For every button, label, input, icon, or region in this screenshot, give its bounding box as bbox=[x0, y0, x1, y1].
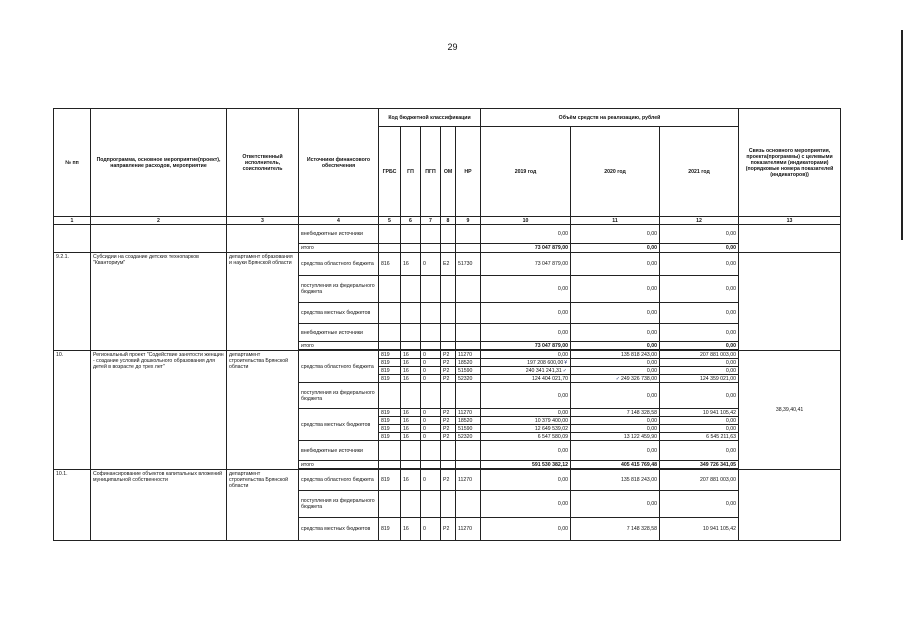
row-executor: департамент строительства Брянской области bbox=[227, 470, 299, 541]
code-gp: 16 bbox=[401, 518, 421, 541]
header-om: ОМ bbox=[441, 127, 456, 217]
col-number: 1 bbox=[54, 217, 91, 225]
value-2021: 124 359 021,00 bbox=[660, 375, 739, 383]
value-2020: 7 148 328,58 bbox=[571, 409, 660, 417]
total-2019: 591 530 382,12 bbox=[481, 461, 571, 469]
value-2019: 0,00 bbox=[481, 225, 571, 244]
code-grbs: 819 bbox=[379, 470, 401, 491]
source-label: итого bbox=[299, 342, 379, 350]
code-grbs: 819 bbox=[379, 351, 401, 359]
source-label: поступления из федерального бюджета bbox=[299, 491, 379, 518]
source-label: средства областного бюджета bbox=[299, 253, 379, 276]
total-2019: 73 047 879,00 bbox=[481, 342, 571, 350]
code-pgp: 0 bbox=[421, 375, 441, 383]
header-kbk-group: Код бюджетной классификации bbox=[379, 109, 481, 127]
value-2020: 0,00 bbox=[571, 417, 660, 425]
header-volume-group: Объём средств на реализацию, рублей bbox=[481, 109, 739, 127]
col-number: 8 bbox=[441, 217, 456, 225]
value-2021: 207 881 003,00 bbox=[660, 470, 739, 491]
value-2021: 0,00 bbox=[660, 276, 739, 303]
header-2020: 2020 год bbox=[571, 127, 660, 217]
cell-empty bbox=[739, 470, 841, 541]
value-2021: 0,00 bbox=[660, 491, 739, 518]
code-pgp: 0 bbox=[421, 409, 441, 417]
code-nr: 11270 bbox=[456, 470, 481, 491]
code-om: P2 bbox=[441, 351, 456, 359]
page-number: 29 bbox=[447, 42, 458, 52]
col-number: 2 bbox=[91, 217, 227, 225]
value-2019: 0,00 bbox=[481, 491, 571, 518]
code-gp: 16 bbox=[401, 359, 421, 367]
cell-empty bbox=[91, 225, 227, 253]
code-pgp: 0 bbox=[421, 433, 441, 441]
header-source: Источники финансового обеспечения bbox=[299, 109, 379, 217]
value-2020: ✓249 326 738,00 bbox=[571, 375, 660, 383]
value-2021: 10 941 105,42 bbox=[660, 409, 739, 417]
source-label: итого bbox=[299, 244, 379, 253]
source-label: средства областного бюджета bbox=[299, 470, 379, 491]
code-nr: 52320 bbox=[456, 433, 481, 441]
value-2021: 0,00 bbox=[660, 324, 739, 342]
value-2019: 0,00 bbox=[481, 383, 571, 409]
code-gp: 16 bbox=[401, 425, 421, 433]
code-om: P2 bbox=[441, 367, 456, 375]
total-2020: 405 415 769,48 bbox=[571, 461, 660, 469]
source-label: поступления из федерального бюджета bbox=[299, 383, 379, 409]
value-2020: 0,00 bbox=[571, 425, 660, 433]
row-name: Софинансирование объектов капитальных вложений муниципальной собственности bbox=[91, 470, 227, 541]
code-nr: 52320 bbox=[456, 375, 481, 383]
code-grbs: 819 bbox=[379, 375, 401, 383]
col-number: 6 bbox=[401, 217, 421, 225]
table-row bbox=[54, 225, 841, 244]
code-pgp: 0 bbox=[421, 417, 441, 425]
code-om: P2 bbox=[441, 409, 456, 417]
code-grbs: 819 bbox=[379, 425, 401, 433]
value-2021: 0,00 bbox=[660, 253, 739, 276]
source-label: поступления из федерального бюджета bbox=[299, 276, 379, 303]
code-om: P2 bbox=[441, 417, 456, 425]
row-executor: департамент строительства Брянской области bbox=[227, 351, 299, 470]
source-label: средства местных бюджетов bbox=[299, 409, 379, 441]
code-nr: 51590 bbox=[456, 425, 481, 433]
value-2019: 0,00 bbox=[481, 276, 571, 303]
col-number: 4 bbox=[299, 217, 379, 225]
value-2020: 0,00 bbox=[571, 324, 660, 342]
cell-empty bbox=[739, 225, 841, 253]
header-2019: 2019 год bbox=[481, 127, 571, 217]
code-om: E2 bbox=[441, 253, 456, 276]
total-2020: 0,00 bbox=[571, 342, 660, 350]
source-label: итого bbox=[299, 461, 379, 469]
value-2020: 0,00 bbox=[571, 303, 660, 324]
row-executor: департамент образования и науки Брянской области bbox=[227, 253, 299, 351]
value-2020: 13 122 459,90 bbox=[571, 433, 660, 441]
code-gp: 16 bbox=[401, 351, 421, 359]
source-label: средства областного бюджета bbox=[299, 351, 379, 383]
total-2019: 73 047 879,00 bbox=[481, 244, 571, 253]
code-pgp: 0 bbox=[421, 351, 441, 359]
column-number-row bbox=[54, 217, 841, 225]
code-grbs: 819 bbox=[379, 417, 401, 425]
code-grbs: 819 bbox=[379, 409, 401, 417]
value-2021: 0,00 bbox=[660, 359, 739, 367]
code-pgp: 0 bbox=[421, 359, 441, 367]
source-label: внебюджетные источники bbox=[299, 441, 379, 461]
value-2021: 0,00 bbox=[660, 417, 739, 425]
value-2020: 7 148 328,58 bbox=[571, 518, 660, 541]
code-pgp: 0 bbox=[421, 253, 441, 276]
value-2019: 0,00 bbox=[481, 409, 571, 417]
code-nr: 18520 bbox=[456, 359, 481, 367]
cell-empty bbox=[54, 225, 91, 253]
header-grbs: ГРБС bbox=[379, 127, 401, 217]
header-executor: Ответственный исполнитель, соисполнитель bbox=[227, 109, 299, 217]
code-grbs: 819 bbox=[379, 367, 401, 375]
value-2019: 0,00 bbox=[481, 324, 571, 342]
value-2019: 240 341 241,31✓ bbox=[481, 367, 571, 375]
code-nr: 51730 bbox=[456, 253, 481, 276]
source-label: внебюджетные источники bbox=[299, 324, 379, 342]
code-gp: 16 bbox=[401, 470, 421, 491]
header-link: Связь основного мероприятия, проекта(программы) с целевыми показателями (индикаторами) (порядковые номера показателей (индикаторов)) bbox=[739, 109, 841, 217]
value-2020: 0,00 bbox=[571, 359, 660, 367]
header-nr: НР bbox=[456, 127, 481, 217]
value-2020: 0,00 bbox=[571, 441, 660, 461]
col-number: 10 bbox=[481, 217, 571, 225]
code-nr: 51590 bbox=[456, 367, 481, 375]
value-2021: 207 881 003,00 bbox=[660, 351, 739, 359]
margin-rule bbox=[901, 30, 903, 240]
total-2021: 0,00 bbox=[660, 244, 739, 253]
code-pgp: 0 bbox=[421, 367, 441, 375]
code-gp: 16 bbox=[401, 409, 421, 417]
col-number: 13 bbox=[739, 217, 841, 225]
code-pgp: 0 bbox=[421, 425, 441, 433]
value-2019: 0,00 bbox=[481, 518, 571, 541]
value-2020: 0,00 bbox=[571, 491, 660, 518]
header-pgp: ПГП bbox=[421, 127, 441, 217]
check-mark-icon: ✓ bbox=[562, 367, 567, 374]
value-2019: 0,00 bbox=[481, 351, 571, 359]
col-number: 9 bbox=[456, 217, 481, 225]
check-mark-icon: ¥ bbox=[564, 359, 567, 366]
col-number: 11 bbox=[571, 217, 660, 225]
value-2019: 10 379 400,00 bbox=[481, 417, 571, 425]
header-num: № пп bbox=[54, 109, 91, 217]
code-nr: 11270 bbox=[456, 518, 481, 541]
code-gp: 16 bbox=[401, 253, 421, 276]
check-mark-icon: ✓ bbox=[615, 375, 620, 382]
value-2019: 6 547 580,09 bbox=[481, 433, 571, 441]
code-grbs: 819 bbox=[379, 359, 401, 367]
code-pgp: 0 bbox=[421, 470, 441, 491]
value-2019: 12 649 539,02 bbox=[481, 425, 571, 433]
code-om: P2 bbox=[441, 359, 456, 367]
row-number: 10. bbox=[54, 351, 91, 470]
header-row-1 bbox=[54, 109, 841, 127]
value-2021: 0,00 bbox=[660, 383, 739, 409]
code-pgp: 0 bbox=[421, 518, 441, 541]
value-2020: 0,00 bbox=[571, 253, 660, 276]
row-name: Региональный проект "Содействие занятости женщин - создание условий дошкольного образования для детей в возрасте до трех лет" bbox=[91, 351, 227, 470]
code-om: P2 bbox=[441, 470, 456, 491]
value-2020: 135 818 243,00 bbox=[571, 351, 660, 359]
value-2020: 0,00 bbox=[571, 383, 660, 409]
value-2019: 73 047 879,00 bbox=[481, 253, 571, 276]
value-2021: 0,00 bbox=[660, 367, 739, 375]
row-number: 9.2.1. bbox=[54, 253, 91, 351]
code-grbs: 816 bbox=[379, 253, 401, 276]
header-program: Подпрограмма, основное мероприятие(проект), направление расходов, мероприятие bbox=[91, 109, 227, 217]
col-number: 7 bbox=[421, 217, 441, 225]
row-number: 10.1. bbox=[54, 470, 91, 541]
col-number: 3 bbox=[227, 217, 299, 225]
table-row bbox=[54, 253, 841, 276]
header-2021: 2021 год bbox=[660, 127, 739, 217]
value-2019: 0,00 bbox=[481, 441, 571, 461]
value-2021: 6 545 211,63 bbox=[660, 433, 739, 441]
value-2020: 0,00 bbox=[571, 367, 660, 375]
value-2021: 0,00 bbox=[660, 425, 739, 433]
code-gp: 16 bbox=[401, 433, 421, 441]
cell-empty bbox=[227, 225, 299, 253]
value-2021: 10 941 105,42 bbox=[660, 518, 739, 541]
total-2020: 0,00 bbox=[571, 244, 660, 253]
code-om: P2 bbox=[441, 433, 456, 441]
indicator-link: 38,39,40,41 bbox=[739, 351, 841, 470]
source-label: средства местных бюджетов bbox=[299, 518, 379, 541]
code-om: P2 bbox=[441, 375, 456, 383]
value-2020: 135 818 243,00 bbox=[571, 470, 660, 491]
value-2021: 0,00 bbox=[660, 303, 739, 324]
value-2019: 124 404 021,70 bbox=[481, 375, 571, 383]
value-2019: 0,00 bbox=[481, 303, 571, 324]
col-number: 12 bbox=[660, 217, 739, 225]
code-nr: 11270 bbox=[456, 409, 481, 417]
code-gp: 16 bbox=[401, 375, 421, 383]
total-2021: 349 726 341,05 bbox=[660, 461, 739, 469]
value-2019: 0,00 bbox=[481, 470, 571, 491]
budget-table bbox=[53, 108, 841, 541]
code-nr: 11270 bbox=[456, 351, 481, 359]
col-number: 5 bbox=[379, 217, 401, 225]
value-2020: 0,00 bbox=[571, 276, 660, 303]
code-om: P2 bbox=[441, 518, 456, 541]
code-gp: 16 bbox=[401, 367, 421, 375]
table-row bbox=[54, 470, 841, 491]
code-nr: 18520 bbox=[456, 417, 481, 425]
source-label: внебюджетные источники bbox=[299, 225, 379, 244]
code-grbs: 819 bbox=[379, 433, 401, 441]
header-gp: ГП bbox=[401, 127, 421, 217]
value-2021: 0,00 bbox=[660, 441, 739, 461]
total-2021: 0,00 bbox=[660, 342, 739, 350]
code-grbs: 819 bbox=[379, 518, 401, 541]
source-label: средства местных бюджетов bbox=[299, 303, 379, 324]
value-2019: 197 208 600,00¥ bbox=[481, 359, 571, 367]
value-2020: 0,00 bbox=[571, 225, 660, 244]
code-gp: 16 bbox=[401, 417, 421, 425]
code-om: P2 bbox=[441, 425, 456, 433]
table-row bbox=[54, 351, 841, 359]
value-2021: 0,00 bbox=[660, 225, 739, 244]
row-name: Субсидии на создание детских технопарков "Кванториум" bbox=[91, 253, 227, 351]
cell-empty bbox=[739, 253, 841, 351]
